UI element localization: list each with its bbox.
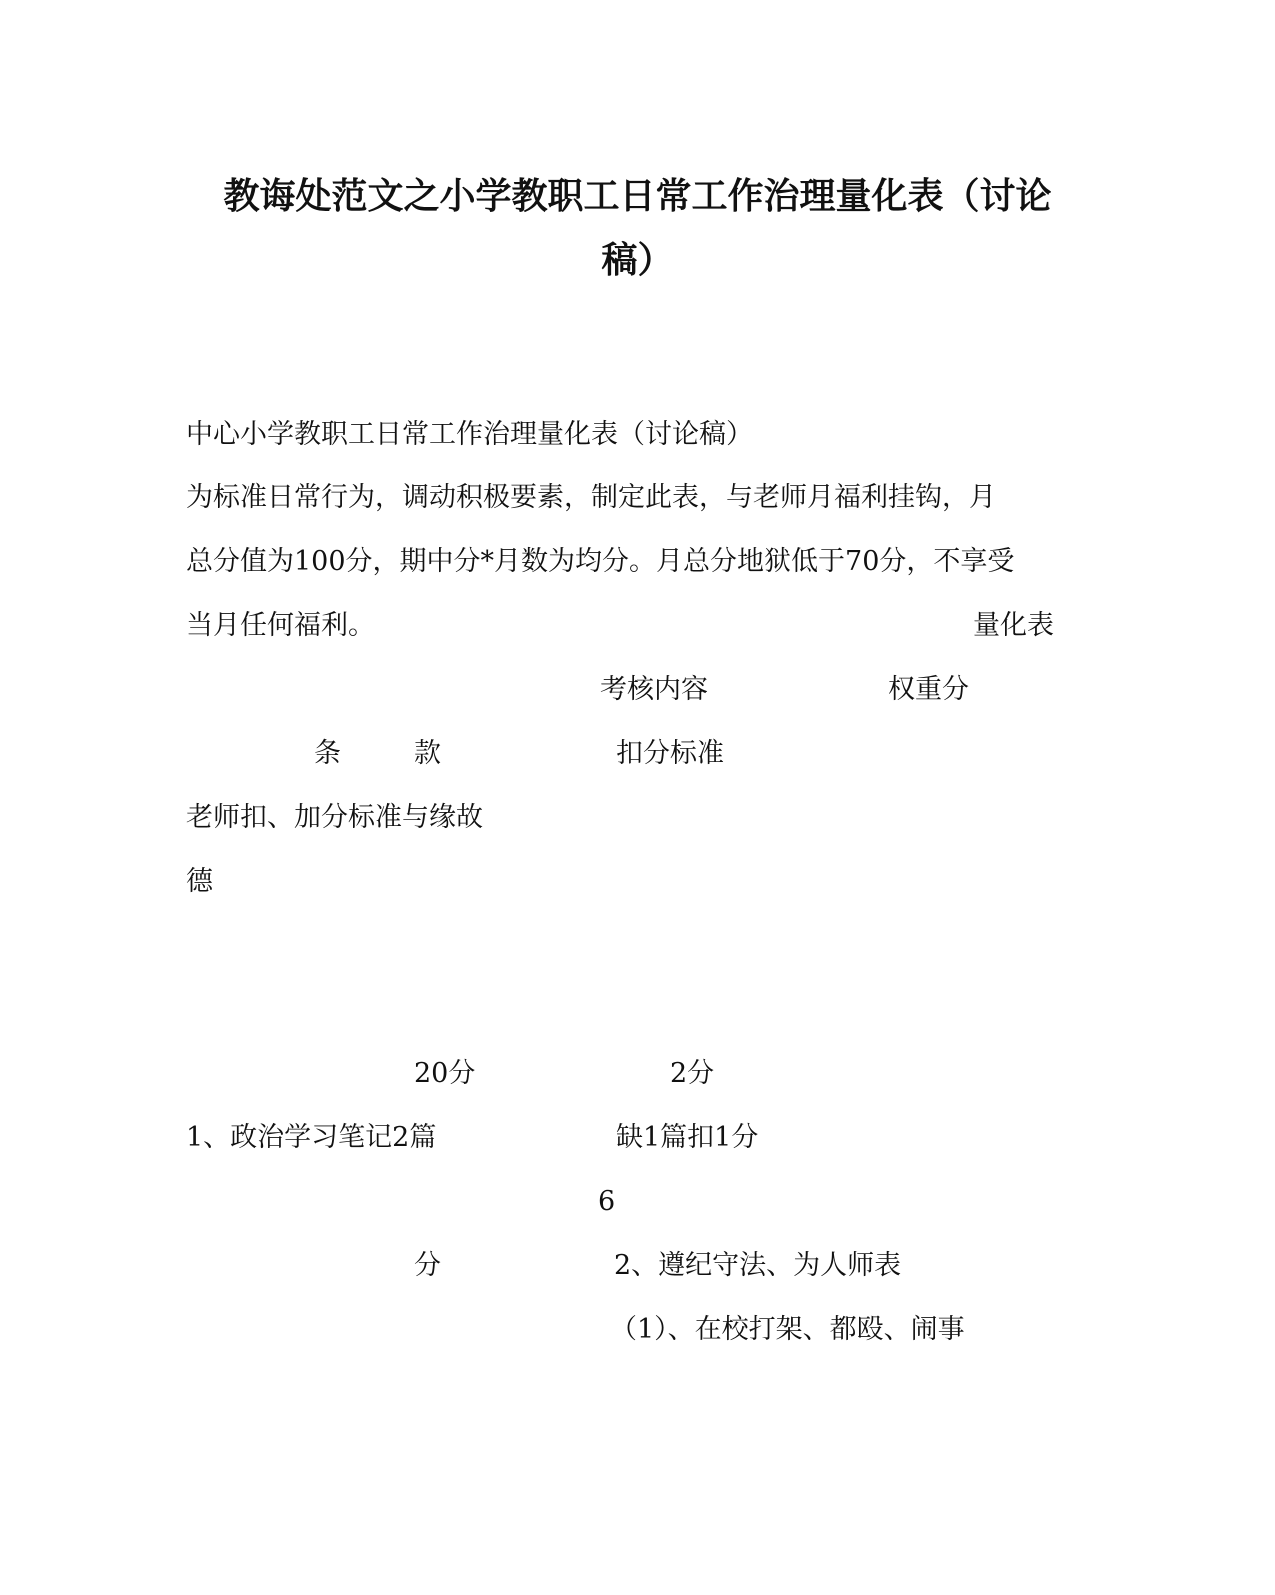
document-title-line1: 教诲处范文之小学教职工日常工作治理量化表（讨论 xyxy=(223,175,1052,217)
header-clause-1: 条 xyxy=(314,738,341,769)
category-score: 20分 xyxy=(414,1058,476,1089)
category-label: 德 xyxy=(186,866,213,897)
item2-clause: 2、遵纪守法、为人师表 xyxy=(614,1250,902,1281)
table-caption: 量化表 xyxy=(973,610,1054,641)
intro-line-2: 总分值为100分，期中分*月数为均分。月总分地狱低于70分，不享受 xyxy=(186,546,1015,577)
item2-sub1: （1）、在校打架、都殴、闹事 xyxy=(610,1314,965,1345)
item2-weight-number: 6 xyxy=(598,1186,616,1217)
header-clause-2: 款 xyxy=(414,738,441,769)
item1-clause: 1、政治学习笔记2篇 xyxy=(186,1122,437,1153)
item2-weight-unit: 分 xyxy=(414,1250,441,1281)
item1-weight: 2分 xyxy=(670,1058,715,1089)
document-title-line2: 稿） xyxy=(601,239,674,281)
intro-line-1: 为标准日常行为，调动积极要素，制定此表，与老师月福利挂钩，月 xyxy=(186,482,996,513)
header-content: 考核内容 xyxy=(600,674,708,705)
subtitle: 中心小学教职工日常工作治理量化表（讨论稿） xyxy=(186,419,753,450)
header-weight: 权重分 xyxy=(888,674,969,705)
item1-deduction: 缺1篇扣1分 xyxy=(616,1122,759,1153)
intro-line-3: 当月任何福利。 xyxy=(186,610,375,641)
header-deduction: 扣分标准 xyxy=(616,738,724,769)
header-teacher: 老师扣、加分标准与缘故 xyxy=(186,802,483,833)
